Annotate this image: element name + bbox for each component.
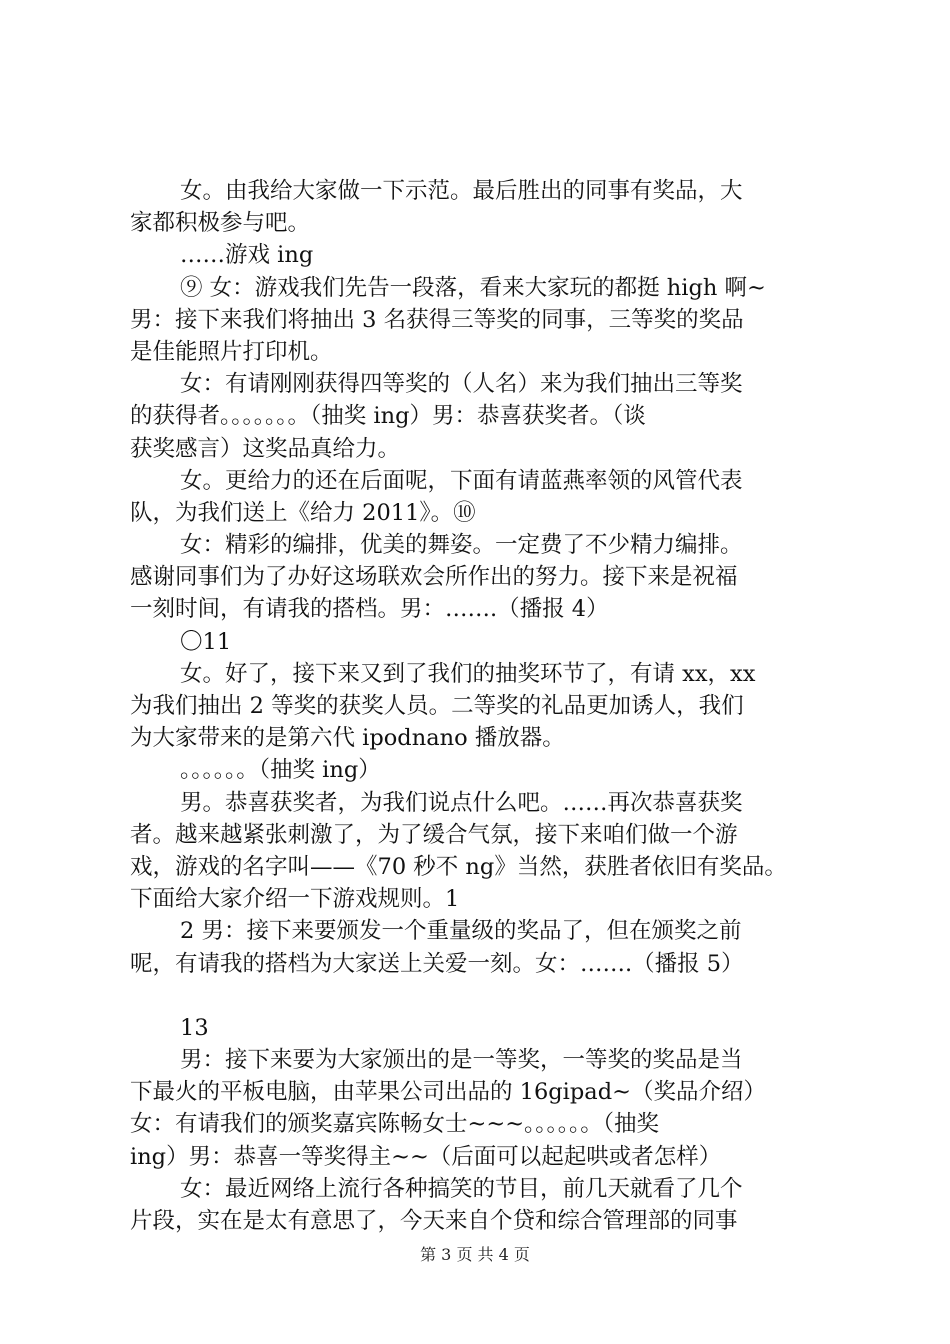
text-line: 下面给大家介绍一下游戏规则。1 <box>130 886 460 913</box>
text-line: 女。由我给大家做一下示范。最后胜出的同事有奖品，大 <box>180 178 743 204</box>
text-line: 队，为我们送上《给力 2011》。⑩ <box>130 499 476 526</box>
text-line: 者。越来越紧张刺激了，为了缓合气氛，接下来咱们做一个游 <box>130 821 738 848</box>
text-line: 〇11 <box>180 628 232 655</box>
document-body <box>130 175 835 1237</box>
text-line: 男：接下来我们将抽出 3 名获得三等奖的同事，三等奖的奖品 <box>130 306 744 333</box>
text-line: ⑨ 女：游戏我们先告一段落，看来大家玩的都挺 high 啊~ <box>180 274 766 301</box>
text-line: 女。好了，接下来又到了我们的抽奖环节了，有请 xx，xx <box>180 660 756 687</box>
text-line: 呢，有请我的搭档为大家送上关爱一刻。女：…….（播报 5） <box>130 950 744 977</box>
text-line: 2 男：接下来要颁发一个重量级的奖品了，但在颁奖之前 <box>180 918 742 945</box>
text-line: 一刻时间，有请我的搭档。男：…….（播报 4） <box>130 596 609 623</box>
text-line: 女：精彩的编排，优美的舞姿。一定费了不少精力编排。 <box>180 532 743 559</box>
text-line: 。。。。。。（抽奖 ing） <box>180 757 381 784</box>
text-line: 为大家带来的是第六代 ipodnano 播放器。 <box>130 725 565 752</box>
text-line: 女：有请刚刚获得四等奖的（人名）来为我们抽出三等奖 <box>180 371 743 398</box>
text-line: 感谢同事们为了办好这场联欢会所作出的努力。接下来是祝福 <box>130 564 738 591</box>
text-line: 女：有请我们的颁奖嘉宾陈畅女士~~~。。。。。。（抽奖 <box>130 1111 660 1138</box>
text-line: 获奖感言）这奖品真给力。 <box>130 435 401 462</box>
text-line: ing）男：恭喜一等奖得主~~（后面可以起起哄或者怎样） <box>130 1143 722 1170</box>
text-line: 片段，实在是太有意思了，今天来自个贷和综合管理部的同事 <box>130 1208 738 1234</box>
text-line: 的获得者。。。。。。。（抽奖 ing）男：恭喜获奖者。（谈 <box>130 403 646 430</box>
text-line: 13 <box>180 1014 209 1041</box>
text-line: 下最火的平板电脑，由苹果公司出品的 16gipad~（奖品介绍） <box>130 1079 766 1106</box>
text-line: 家都积极参与吧。 <box>130 210 311 237</box>
blank-line <box>130 980 835 1012</box>
text-line: 为我们抽出 2 等奖的获奖人员。二等奖的礼品更加诱人，我们 <box>130 693 744 719</box>
text-line: 男：接下来要为大家颁出的是一等奖，一等奖的奖品是当 <box>180 1047 743 1074</box>
text-line: 是佳能照片打印机。 <box>130 338 333 365</box>
text-line: 戏，游戏的名字叫——《70 秒不 ng》当然，获胜者依旧有奖品。 <box>130 853 787 880</box>
text-line: 女。更给力的还在后面呢，下面有请蓝燕率领的风管代表 <box>180 467 743 494</box>
text-line: ……游戏 ing <box>180 242 314 269</box>
text-line: 女：最近网络上流行各种搞笑的节目，前几天就看了几个 <box>180 1175 743 1202</box>
text-line: 男。恭喜获奖者，为我们说点什么吧。……再次恭喜获奖 <box>180 789 743 816</box>
page-footer: 第 3 页 共 4 页 <box>420 1245 530 1264</box>
